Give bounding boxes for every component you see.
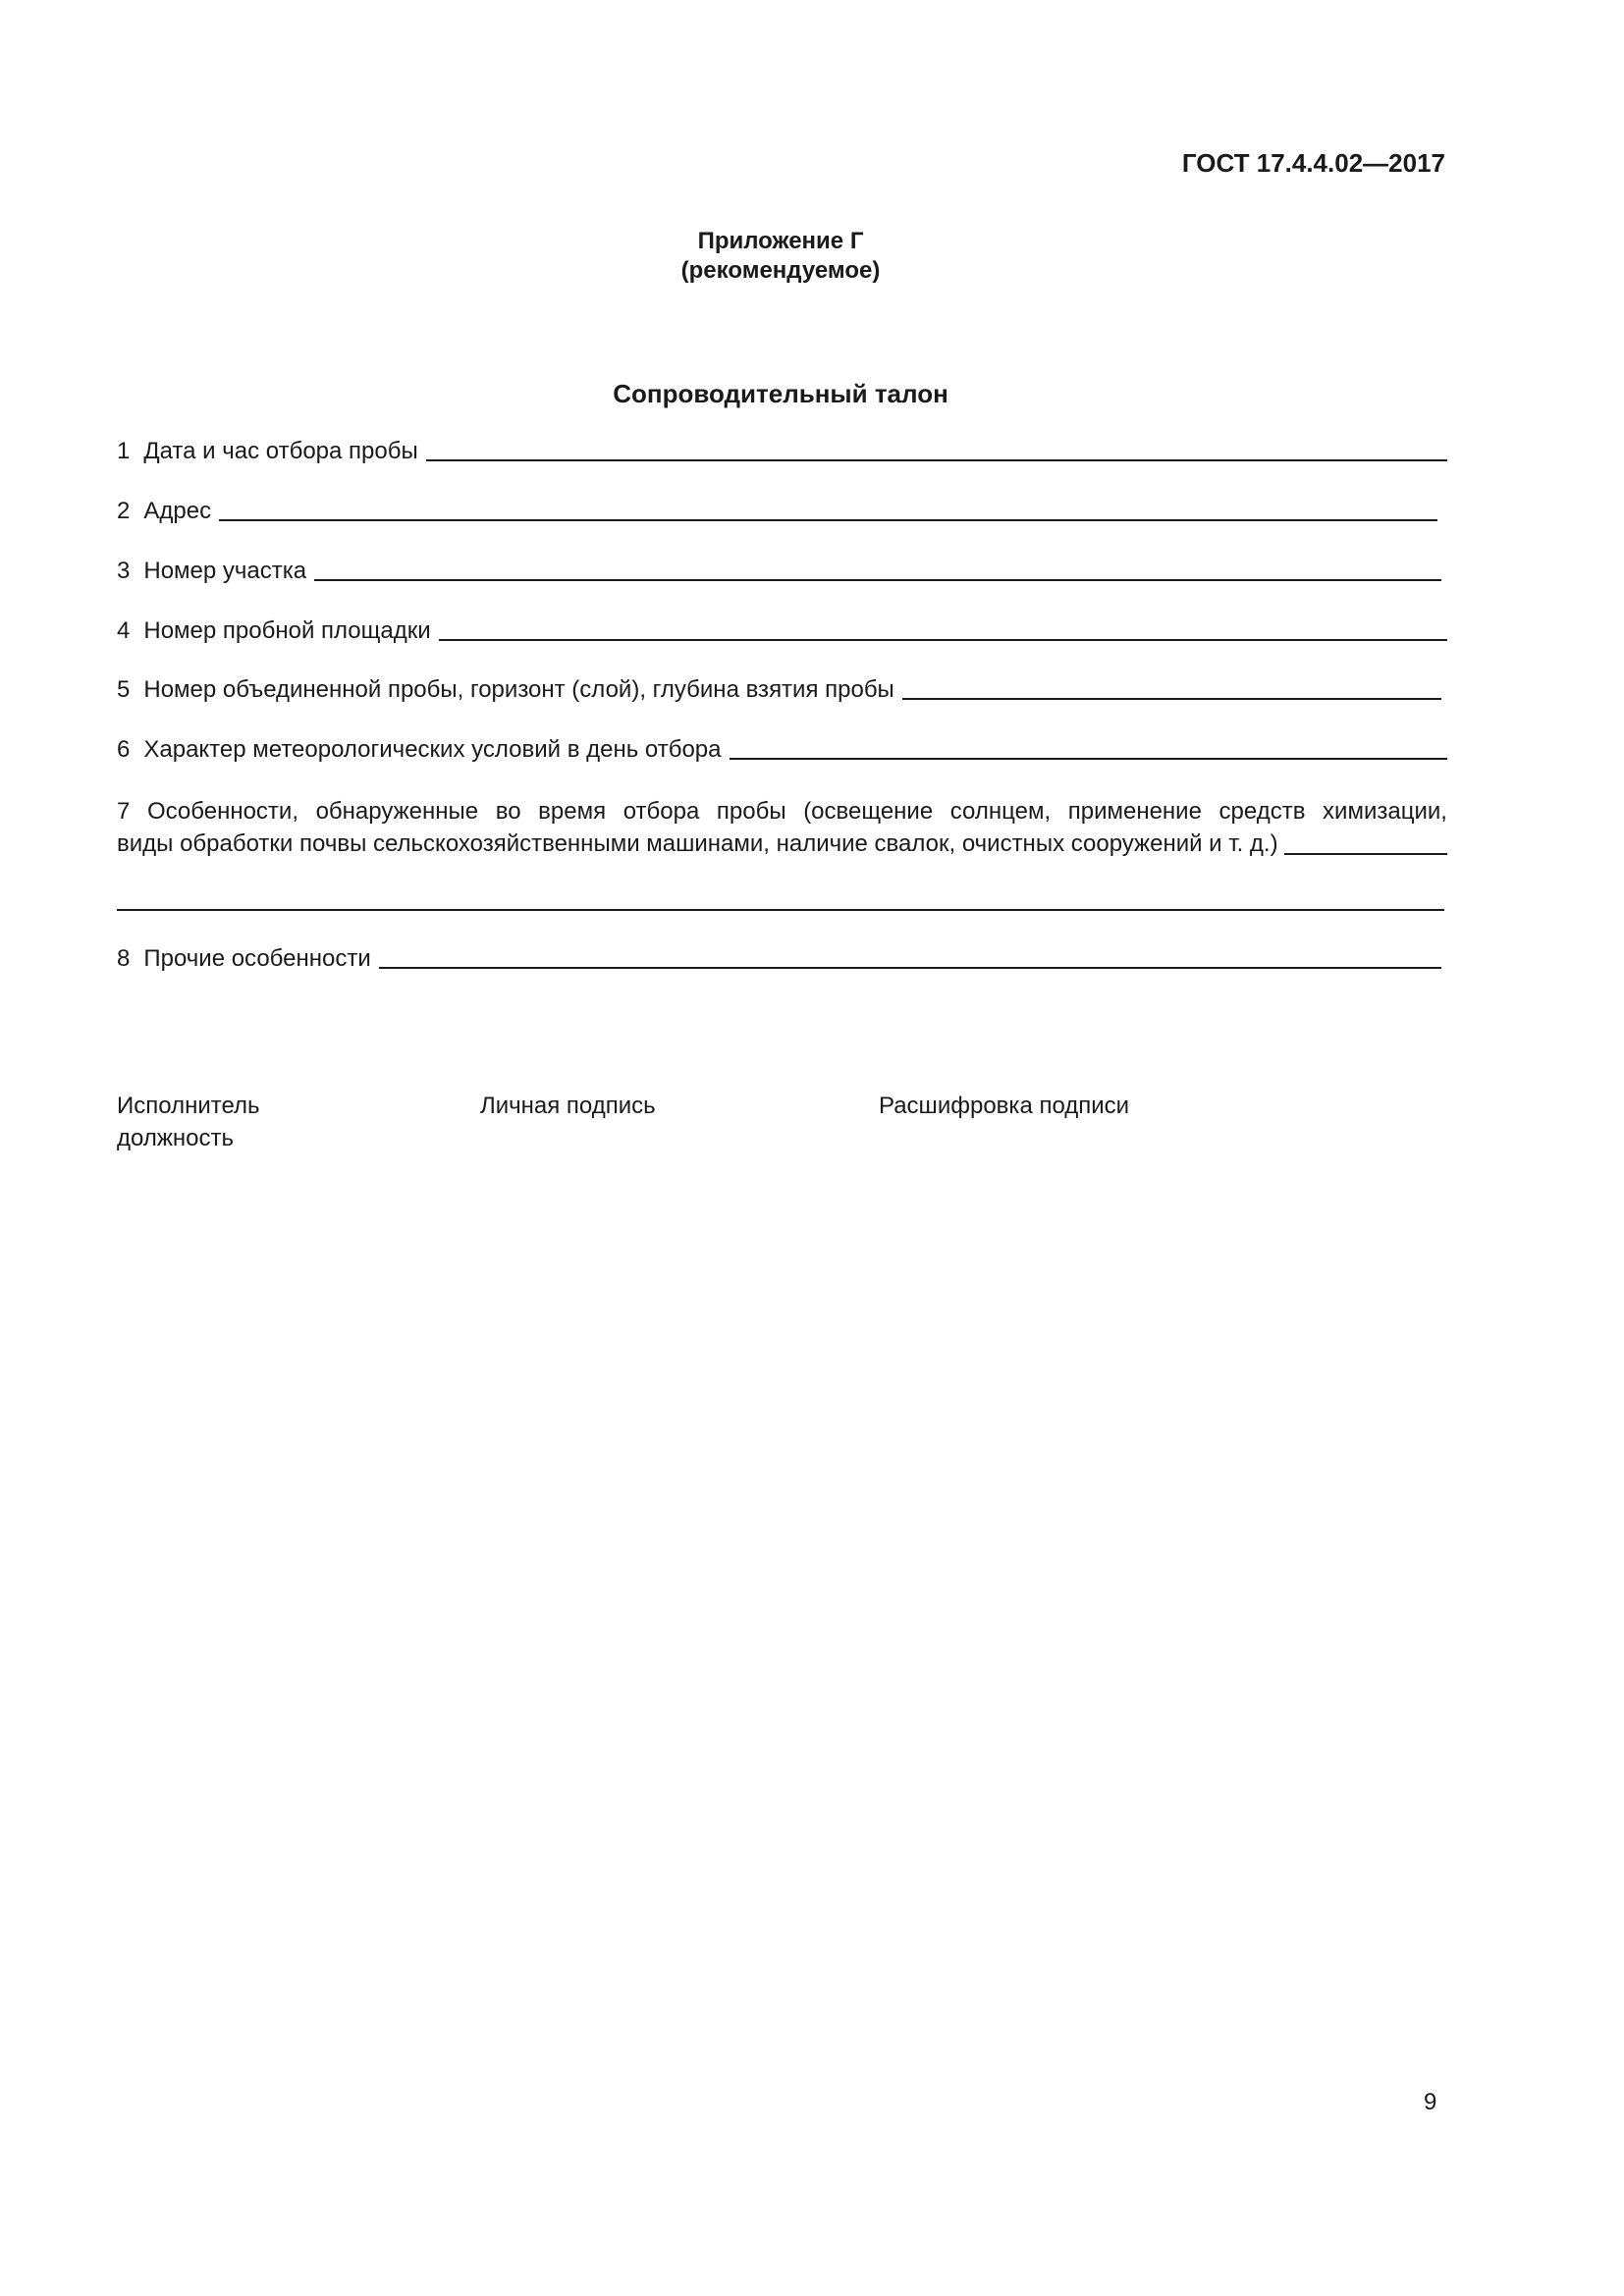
form-field-address: [117, 498, 1437, 525]
standard-code: ГОСТ 17.4.4.02—2017: [1181, 148, 1445, 178]
form-field-other-features: [117, 945, 1441, 973]
field-number: 3: [117, 558, 131, 584]
field-label: Прочие особенности: [143, 945, 371, 972]
word: 7: [117, 798, 131, 825]
executor-label: Исполнитель: [117, 1093, 260, 1119]
form-field-sampling-features: [117, 795, 1447, 860]
field-label: Адрес: [143, 498, 212, 524]
word: пробы: [716, 798, 786, 825]
form-field-combined-sample: [117, 676, 1441, 704]
word: время: [538, 798, 607, 825]
fill-line[interactable]: [1284, 831, 1447, 855]
field-number: 5: [117, 676, 131, 703]
word: (освещение: [803, 798, 934, 825]
field-number: 8: [117, 945, 131, 972]
word: во: [495, 798, 521, 825]
word: применение: [1067, 798, 1202, 825]
field-label: Номер пробной площадки: [143, 617, 431, 644]
word: обнаруженные: [315, 798, 479, 825]
field-label: Номер участка: [143, 558, 307, 584]
form-title: Сопроводительный талон: [613, 379, 948, 408]
position-label: должность: [117, 1125, 234, 1151]
appendix-status: (рекомендуемое): [680, 257, 881, 284]
form-field-test-site-number: [117, 617, 1447, 645]
fill-line[interactable]: [426, 438, 1447, 461]
field-number: 1: [117, 438, 131, 464]
fill-line[interactable]: [379, 945, 1441, 969]
fill-line[interactable]: [902, 676, 1441, 700]
field-label: виды обработки почвы сельскохозяйственными машинами, наличие свалок, очистных сооружений и т. д.): [117, 830, 1278, 857]
fill-line[interactable]: [314, 558, 1441, 581]
paragraph-line: [117, 795, 1447, 828]
word: химизации,: [1323, 798, 1447, 825]
paragraph-line: [117, 828, 1447, 860]
form-field-weather-conditions: [117, 736, 1447, 764]
form-field-plot-number: [117, 558, 1441, 585]
word: отбора: [623, 798, 700, 825]
word: солнцем,: [949, 798, 1052, 825]
form-field-sampling-datetime: [117, 438, 1447, 465]
page-number: 9: [1424, 2089, 1437, 2115]
fill-line-full-width[interactable]: [117, 909, 1444, 911]
field-label: Характер метеорологических условий в день отбора: [143, 736, 722, 763]
field-number: 4: [117, 617, 131, 644]
field-number: 6: [117, 736, 131, 763]
fill-line[interactable]: [219, 498, 1437, 521]
signature-decoding-label: Расшифровка подписи: [879, 1093, 1130, 1119]
fill-line[interactable]: [439, 617, 1447, 641]
personal-signature-label: Личная подпись: [480, 1093, 656, 1119]
field-label: Номер объединенной пробы, горизонт (слой), глубина взятия пробы: [143, 676, 894, 703]
field-number: 2: [117, 498, 131, 524]
fill-line[interactable]: [730, 736, 1448, 760]
field-label: Дата и час отбора пробы: [143, 438, 418, 464]
word: средств: [1218, 798, 1306, 825]
word: Особенности,: [146, 798, 298, 825]
appendix-title: Приложение Г: [697, 228, 864, 254]
